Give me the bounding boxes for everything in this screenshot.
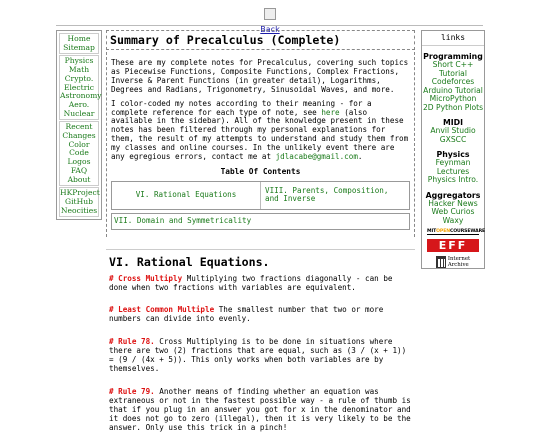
nav-aero[interactable]: Aero. xyxy=(68,99,90,109)
toc-title: Table Of Contents xyxy=(220,166,301,176)
toc-row-2 xyxy=(111,213,410,230)
internet-archive-badge[interactable] xyxy=(427,256,479,268)
archive-building-icon xyxy=(436,256,446,268)
toc-link-parents-composition[interactable]: VIII. Parents, Composition, and Inverse xyxy=(265,185,389,204)
intro-text-a: I color-coded my notes according to their meaning - for a complete reference for each type of note, see xyxy=(111,98,372,117)
nav-about[interactable]: About xyxy=(67,174,91,184)
nav-crypto[interactable]: Crypto. xyxy=(64,73,94,83)
rule-tag: # Least Common Multiple xyxy=(109,305,215,315)
links-header: links xyxy=(422,31,484,46)
banner-image-icon xyxy=(264,8,276,20)
rule-tag: # Rule 79. xyxy=(109,386,155,396)
nav-github[interactable]: GitHub xyxy=(65,196,93,206)
ia-text-1: Internet xyxy=(447,256,471,262)
nav-electric[interactable]: Electric xyxy=(63,82,95,92)
rule-text: Multiplying two fractions diagonally - can be done when two fractions with variables are equivalent. xyxy=(109,273,393,292)
nav-logos[interactable]: Logos xyxy=(67,157,91,167)
nav-recent[interactable]: Recent xyxy=(65,122,93,132)
rule-item xyxy=(109,306,415,324)
toc-link-domain-symmetricality[interactable]: VII. Domain and Symmetricality xyxy=(114,216,252,226)
right-sidebar xyxy=(421,30,485,269)
link-physics-intro[interactable]: Physics Intro. xyxy=(427,175,479,184)
email-link[interactable]: jdlacabe@gmail.com xyxy=(275,152,358,162)
category-programming: Programming xyxy=(423,52,483,61)
nav-group-home xyxy=(59,33,99,54)
intro-paragraph-2: I color-coded my notes according to their meaning - for a complete reference for each type of note, see here (also available in the sidebar). All of the knowledge present in these notes has been filtered through my personal explanations for them, the result of my attempts to understand and study them from my classes and online courses. In the unlikely event there are any egregious errors, contact me at jdlacabe@gmail.com. xyxy=(111,98,409,162)
nav-group-external xyxy=(59,187,99,217)
nav-color[interactable]: Color xyxy=(68,139,90,149)
toc-cell-parents xyxy=(261,182,409,209)
nav-hkproject[interactable]: HKProject xyxy=(60,188,100,198)
nav-group-subjects xyxy=(59,55,102,120)
main-content xyxy=(106,30,415,432)
color-key-link[interactable]: here xyxy=(321,107,340,117)
open-text: OPEN xyxy=(436,229,450,234)
eff-logo: EFF xyxy=(427,239,479,252)
rule-text: The smallest number that two or more numbers can divide into evenly. xyxy=(109,305,384,324)
courseware-text: COURSEWARE xyxy=(449,229,486,234)
nav-astronomy[interactable]: Astronomy xyxy=(60,91,102,101)
nav-home[interactable]: Home xyxy=(67,34,91,43)
rule-tag: # Cross Multiply xyxy=(109,273,183,283)
rule-tag: # Rule 78. xyxy=(109,337,155,347)
nav-nuclear[interactable]: Nuclear xyxy=(63,108,95,118)
ia-text-2: Archive xyxy=(447,262,469,268)
link-gxscc[interactable]: GXSCC xyxy=(439,134,467,144)
link-feynman-lectures[interactable]: Feynman Lectures xyxy=(435,158,471,176)
eff-badge[interactable] xyxy=(427,239,479,252)
link-2d-python-plots[interactable]: 2D Python Plots xyxy=(422,102,484,112)
toc-row-1 xyxy=(111,181,410,210)
toc-cell-rational xyxy=(112,182,261,209)
link-micropython[interactable]: MicroPython xyxy=(429,94,477,103)
rule-text: Another means of finding whether an equation was extraneous or not in the fastest possible way - a rule of thumb is that if you plug in an answer you got for x in the denominator and it does not go to zero (illegal), then it is very likely to be the answer. Only use this trick in a pinch! xyxy=(109,386,411,432)
link-waxy[interactable]: Waxy xyxy=(442,215,464,225)
rule-item xyxy=(109,275,415,293)
page-title: Summary of Precalculus (Complete) xyxy=(110,33,341,47)
nav-sitemap[interactable]: Sitemap xyxy=(63,42,95,52)
nav-neocities[interactable]: Neocities xyxy=(60,205,98,215)
toc-link-rational-equations[interactable]: VI. Rational Equations xyxy=(135,190,237,200)
category-aggregators: Aggregators xyxy=(425,190,481,200)
intro-box xyxy=(106,52,415,237)
nav-faq[interactable]: FAQ xyxy=(70,165,88,175)
toc-cell-domain xyxy=(112,214,409,229)
link-arduino-tutorial[interactable]: Arduino Tutorial xyxy=(423,85,483,95)
back-link[interactable]: Back xyxy=(260,25,280,34)
mit-text: MIT xyxy=(427,229,437,234)
link-codeforces[interactable]: Codeforces xyxy=(431,77,475,86)
link-hacker-news[interactable]: Hacker News xyxy=(428,198,478,208)
top-divider xyxy=(56,25,483,26)
nav-changes[interactable]: Changes xyxy=(62,131,96,141)
rule-text: Cross Multiplying is to be done in situations where there are two (2) fractions that are equal, such as (3 / (x + 1)) = (9 / (4x + 5)). This only works when both variables are by themselves. xyxy=(109,337,407,373)
link-web-curios[interactable]: Web Curios xyxy=(431,207,475,216)
category-midi: MIDI xyxy=(442,118,464,127)
link-anvil-studio[interactable]: Anvil Studio xyxy=(430,126,476,135)
nav-code[interactable]: Code xyxy=(69,148,89,158)
nav-physics[interactable]: Physics xyxy=(64,56,94,66)
section-heading: VI. Rational Equations. xyxy=(106,249,415,269)
category-physics: Physics xyxy=(436,150,470,159)
nav-group-site xyxy=(59,121,99,186)
title-box xyxy=(106,30,415,50)
intro-paragraph-1: These are my complete notes for Precalculus, covering such topics as Piecewise Functions, Composite Functions, Complex Fractions, Inverse & Parent Functions (in greater detail), Logarithms, Degrees and Radians, Trigonometry, Sinusoidal Waves, and more. xyxy=(111,58,409,94)
rule-item xyxy=(109,338,415,374)
rule-item xyxy=(109,388,415,432)
link-short-cpp-tutorial[interactable]: Short C++ Tutorial xyxy=(432,60,474,78)
mit-ocw-badge[interactable] xyxy=(427,229,486,235)
left-sidebar xyxy=(56,30,102,220)
nav-math[interactable]: Math xyxy=(68,65,90,75)
intro-text-b: (also available in the sidebar). All of the knowledge present in these notes has been filtered through my personal explanations for them, the result of my attempts to understand and study them from my classes and online courses. In the unlikely event there are any egregious errors, contact me at xyxy=(111,107,409,162)
